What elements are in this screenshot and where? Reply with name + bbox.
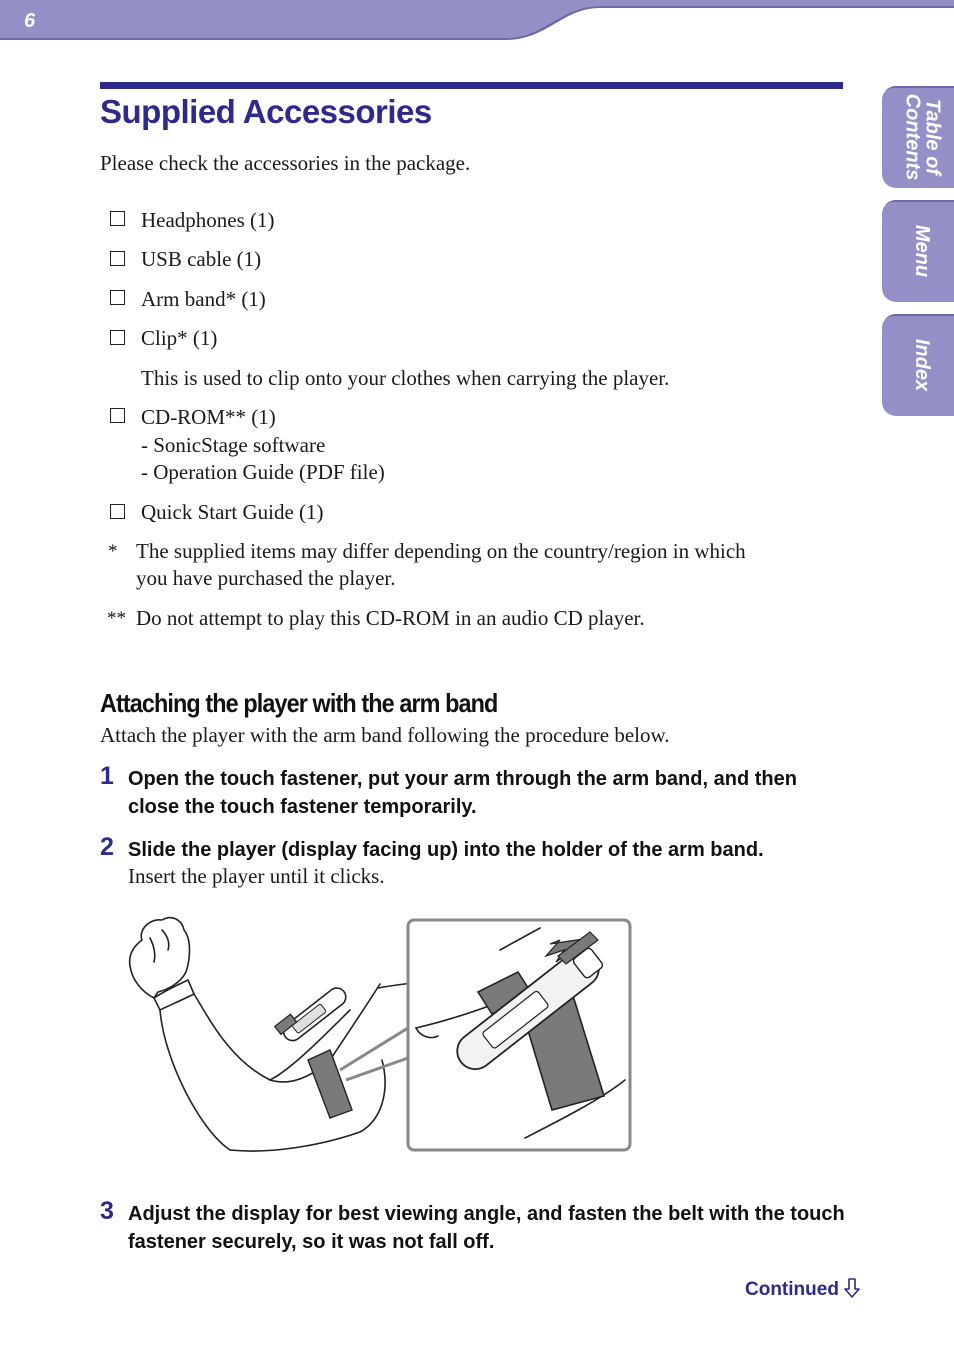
step-3-text: Adjust the display for best viewing angle, and fasten the belt with the touch fastener securely, so it was not fall off. [128, 1203, 845, 1253]
checkbox [110, 408, 125, 423]
checkbox [110, 290, 125, 305]
step-2-text: Slide the player (display facing up) into the holder of the arm band. [128, 839, 764, 861]
checkbox [110, 251, 125, 266]
footnote-1-line2: you have purchased the player. [136, 566, 396, 590]
tab-table-of-contents[interactable] [882, 86, 954, 188]
footnote-1-line1: The supplied items may differ depending on the country/region in which [136, 539, 746, 563]
checkbox [110, 211, 125, 226]
cdrom-sub-2: - Operation Guide (PDF file) [141, 460, 385, 484]
tab-menu[interactable] [882, 200, 954, 302]
item-usb-cable: USB cable (1) [141, 247, 262, 271]
intro-text: Please check the accessories in the package. [100, 151, 471, 175]
step-1-text: Open the touch fastener, put your arm through the arm band, and then close the touch fastener temporarily. [128, 768, 797, 818]
section-heading: Attaching the player with the arm band [100, 688, 498, 718]
cdrom-sub-1: - SonicStage software [141, 433, 326, 457]
tab-index-label: Index [911, 338, 933, 392]
checkbox [110, 504, 125, 519]
continued-label: Continued [745, 1279, 839, 1300]
tab-menu-label: Menu [911, 224, 933, 278]
title-rule [100, 82, 843, 89]
arrow-down-icon [844, 1278, 860, 1298]
footnote-mark: ** [107, 608, 126, 629]
step-number: 3 [100, 1197, 114, 1225]
page-number: 6 [24, 10, 36, 32]
header-bar [0, 0, 954, 40]
tab-index[interactable] [882, 314, 954, 416]
footnote-2: Do not attempt to play this CD-ROM in an audio CD player. [136, 606, 645, 630]
item-quick-start: Quick Start Guide (1) [141, 500, 324, 524]
item-headphones: Headphones (1) [141, 208, 275, 232]
item-arm-band: Arm band* (1) [141, 287, 266, 311]
continued-link[interactable] [745, 1278, 860, 1301]
page-title: Supplied Accessories [100, 93, 432, 130]
checkbox [110, 330, 125, 345]
footnote-mark: * [108, 541, 118, 562]
item-cd-rom: CD-ROM** (1) [141, 405, 276, 429]
clip-note: This is used to clip onto your clothes when carrying the player. [141, 366, 670, 390]
item-clip: Clip* (1) [141, 326, 218, 350]
step-number: 1 [100, 762, 114, 790]
section-intro: Attach the player with the arm band following the procedure below. [100, 723, 670, 747]
step-number: 2 [100, 833, 114, 861]
arm-band-illustration [120, 910, 640, 1160]
step-2-sub: Insert the player until it clicks. [128, 864, 385, 888]
tab-table-of-contents-label: Table of Contents [901, 93, 944, 181]
